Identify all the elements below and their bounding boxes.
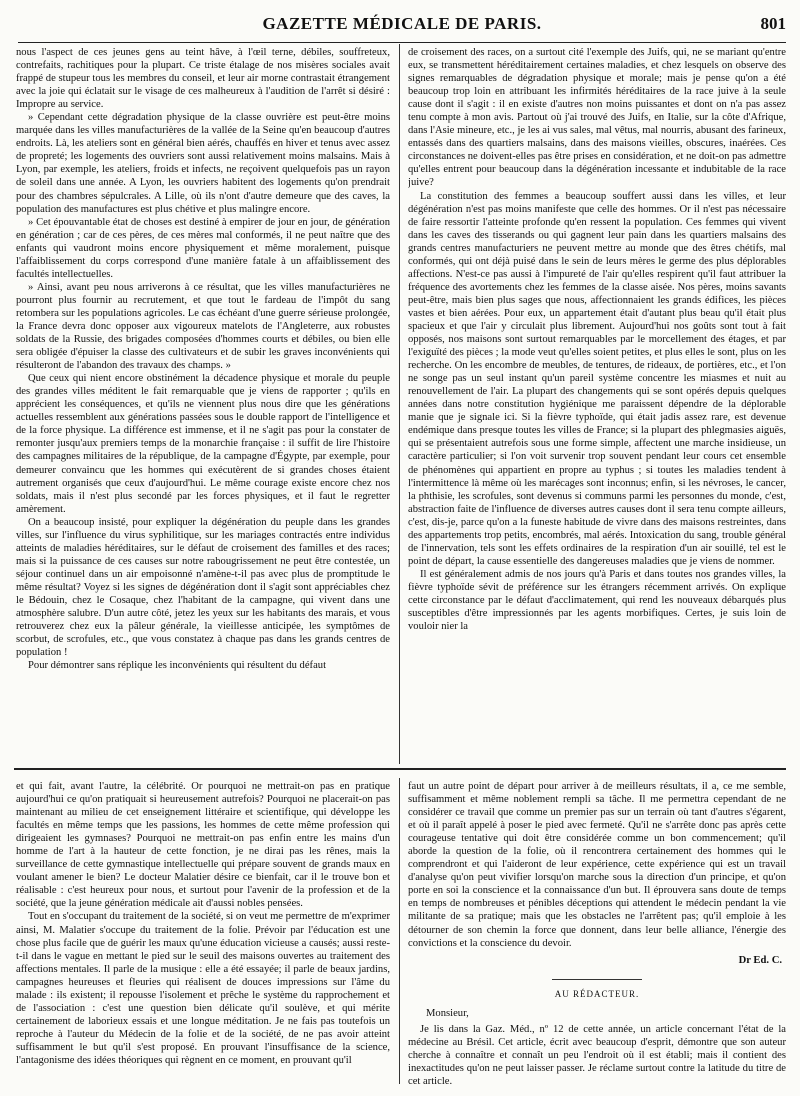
paragraph: de croisement des races, on a surtout cité l'exemple des Juifs, qui, ne se mariant qu'entre eux, se transmettent héréditairement certaines maladies, et chez lesquels on observe des signes remarquables de dégradation physique et morale; mais je pense qu'on a été beaucoup trop loin en attribuant les infirmités héréditaires de la race juive à la seule cause dont il s'agit : il en existe d'autres non moins puissantes et dont on n'a pas assez tenu compte à mon avis. Partout où j'ai trouvé des Juifs, en Italie, sur la côte d'Afrique, dans l'Asie mineure, etc., je les ai vus sales, mal vêtus, mal nourris, abusant des farineux, entassés dans des quartiers malsains, dans des maisons vieilles, obscures, inaérées. Ces circonstances ne doivent-elles pas être prises en considération, et ne doit-on pas admettre qu'elles entrent pour beaucoup dans la dégénération incessante et indubitable de la race juive? [408, 47, 786, 189]
paragraph: et qui fait, avant l'autre, la célébrité. Or pourquoi ne mettrait-on pas en pratique aujourd'hui ce qu'on pratiquait si heureusement autrefois? Pourquoi ne placerait-on pas maintenant au milieu de cet enseignement littéraire et scientifique, qui développe les facultés en même temps que les passions, les hommes de cette même profession qui dirigeaient les gymnases? Pourquoi ne mettrait-on pas enfin entre les mains d'un homme de l'art à la hauteur de cette fonction, je ne dirai pas les rênes, mais la surveillance de cette gymnastique intellectuelle qui prépare souvent de grands maux en voulant amener le bien? Le docteur Malatier désire ce bienfait, car il le trouve bon et réalisable : c'est heureux pour nous, et surtout pour l'avenir de la profession et de la société, que la jeune génération médicale ait d'aussi nobles pensées. [16, 781, 390, 910]
paragraph: Tout en s'occupant du traitement de la société, si on veut me permettre de m'exprimer ainsi, M. Malatier s'occupe du traitement de la folie. Prévoir par l'éducation est une chose plus facile que de guérir les maux qu'une éducation vicieuse a causés; aussi reste-t-il dans le vague en mettant le pied sur le seuil des maisons ouvertes au traitement des affections mentales. Il parle de la musique : elle a été essayée; il parle de beaux jardins, campagnes heureuses et fleuries qui réalisent de douces impressions sur l'âme du malade : ils existent; il repousse l'isolement et prêche le système du rapprochement et de l'association : c'est une question bien délicate qu'il soulève, et qui mérite certainement de laborieux essais et une longue méditation. Je ne fais pas toutefois un reproche à l'auteur du Médecin de la folie et de la société, de ne pas avoir atteint suffisamment le but qu'il s'est proposé. En prouvant l'insuffisance de la science, l'antagonisme des idées théoriques qui règnent en ce moment, en prouvant qu'il [16, 911, 390, 1066]
column-left-top [16, 46, 390, 762]
paragraph: Pour démontrer sans réplique les inconvénients qui résultent du défaut [28, 660, 327, 672]
paragraph: » Cependant cette dégradation physique de la classe ouvrière est peut-être moins marquée dans les villes manufacturières de la vallée de la Seine qu'en beaucoup d'autres endroits. Là, les ateliers sont en général bien aérés, chauffés en hiver et tenus avec assez de propreté; les logements des ouvriers sont aussi relativement moins malsains. Mais à Lyon, par exemple, les ateliers, froids et infects, ne reçoivent quelquefois pas un rayon de soleil dans une année. A Lyon, les ouvriers habitent des logements qu'on prendrait pour des chambres sépulcrales. A Lille, où ils n'ont d'autre demeure que des caves, la population des manufactures est plus chétive et plus malingre encore. [16, 112, 390, 215]
paragraph: Que ceux qui nient encore obstinément la décadence physique et morale du peuple des grandes villes méditent le fait remarquable que je viens de rapporter ; qu'ils en apprécient les conséquences, et qu'ils ne viennent plus nous dire que les générations actuelles ressemblent aux générations passées sous le double rapport de l'intelligence et de la force physique. La différence est immense, et il ne s'agit pas pour la constater de remonter jusqu'aux premiers temps de la monarchie française : il suffit de lire l'histoire des campagnes militaires de la république, de la campagne d'Égypte, par exemple, pour demeurer convaincu que les hommes qui exécutèrent de si grandes choses étaient autrement organisés que ceux d'aujourd'hui. Le même courage existe encore chez nos soldats, mais il n'est plus secondé par les forces physiques, et il faut le regretter amèrement. [16, 373, 390, 515]
page-number: 801 [760, 14, 786, 33]
letter-divider [552, 979, 642, 980]
column-left-bottom [16, 780, 390, 1090]
letter-paragraph: Je lis dans la Gaz. Méd., nº 12 de cette année, un article concernant l'état de la médecine au Brésil. Cet article, écrit avec beaucoup d'esprit, démontre que son auteur cherche à connaître et connaît un peu l'endroit où il est établi; mais il contient des inexactitudes qu'on ne peut laisser passer. Je réclame surtout contre la latitude du titre de cet article. [408, 1023, 786, 1087]
section-heading: AU RÉDACTEUR. [554, 988, 640, 999]
paragraph: » Ainsi, avant peu nous arriverons à ce résultat, que les villes manufacturières ne pourront plus fournir au recrutement, et que tout le fardeau de l'impôt du sang retombera sur les populations agricoles. Le cas échéant d'une guerre sérieuse prolongée, la France devra donc opposer aux vigoureux matelots de l'Angleterre, aux robustes soldats de la Russie, des brigades composées d'hommes courts et débiles, ou bien elle sera obligée d'épuiser la classe des cultivateurs et de subir les graves inconvénients qui résulteront de l'abandon des travaux des champs. » [16, 281, 390, 372]
author-signature: Dr Ed. C. [738, 954, 782, 966]
paragraph: On a beaucoup insisté, pour expliquer la dégénération du peuple dans les grandes villes, sur l'influence du virus syphilitique, sur les mariages contractés entre individus atteints de maladies héréditaires, sur le défaut de croisement des familles et des races; mais si la puissance de ces causes sur notre rabougrissement ne peut être contestée, un séjour continuel dans un air empoisonné n'amène-t-il pas avec plus de promptitude le même résultat? Voyez si les signes de dégénération dont il s'agit sont appréciables chez le Bédouin, chez le Cosaque, chez l'habitant de la campagne, qui vivent dans une atmosphère salubre. D'un autre côté, jetez les yeux sur les habitants des marais, et vous retrouverez chez eux la pâleur générale, la vieillesse anticipée, les symptômes de scorbut, de scrofules, etc., que vous constatez à chaque pas dans les grands centres de population ! [16, 516, 390, 659]
column-right-top [408, 46, 786, 762]
paragraph: Il est généralement admis de nos jours qu'à Paris et dans toutes nos grandes villes, la fièvre typhoïde sévit de préférence sur les étrangers récemment arrivés. On explique cette circonstance par le défaut d'acclimatement, qui rend les nouveaux débarqués plus susceptibles d'être impressionnés par les agents morbifiques. Certes, je suis loin de vouloir nier la [408, 568, 786, 633]
paragraph: La constitution des femmes a beaucoup souffert aussi dans les villes, et leur dégénération n'est pas moins manifeste que celle des hommes. Or il n'est pas nécessaire de faire ressortir l'atteinte profonde qu'en ressent la population. Ces femmes qui vivent dans les caves des tisserands ou qui gagnent leur pain dans les quartiers malsains des grands centres manufacturiers ne peuvent mettre au monde que des êtres chétifs, mal conformés, qui ont déjà puisé dans le sein de leurs mères le germe des plus déplorables affections. N'est-ce pas aussi à l'impureté de l'air qu'elles respirent qu'il faut attribuer la fréquence des avortements chez les femmes de la classe aisée. Nos pères, moins savants peut-être, mais bien plus sages que nous, affectionnaient les grands édifices, les pièces vastes et bien aérées. Pour eux, un appartement était d'autant plus beau qu'il était plus spacieux et que l'air y circulait plus librement. Aujourd'hui nos goûts sont tout à fait opposés, nos maisons sont surtout remarquables par le morcellement des étages, et par l'exiguïté des pièces ; la mode veut qu'elles soient petites, et plus elles le sont, plus on les recherche. On les encombre de meubles, de tentures, de rideaux, de portières, etc., et l'on ne songe pas un seul instant qu'un pareil système concentre les miasmes et nuit au renouvellement de l'air. La plupart des changements qui se sont opérés depuis quelques années dans notre constitution hygiénique me paraissent dépendre de la déplorable manie que je signale ici. Si la fièvre typhoïde, qui était jadis assez rare, est devenue endémique dans presque toutes les villes de France; si la plupart des phlegmasies aiguës, qui se présentaient autrefois sous une forme simple, affectent une marche insidieuse, un caractère particulier; si l'on voit survenir trop souvent pendant leur cours cet ensemble de phénomènes qui appartient en propre au typhus ; si toutes les maladies tendent à l'intermittence là même où les marécages sont inconnus; enfin, si les névroses, le cancer, la phthisie, les scrofules, sont devenus si communs parmi les personnes du monde, c'est, abstraction faite de l'influence de diverses autres causes dont il sera tenu compte ailleurs, c'est, dis-je, parce qu'on a la funeste habitude de vivre dans des maisons restreintes, dans des appartements trop petits, encombrés, mal aérés. Intoxication du sang, trouble général de l'innervation, tels sont les effets ordinaires de la respiration d'un air souillé, tel est le point de départ, la cause essentielle des dangereuses maladies que je viens de nommer. [408, 190, 786, 567]
paragraph: nous l'aspect de ces jeunes gens au teint hâve, à l'œil terne, débiles, souffreteux, contrefaits, rachitiques pour la plupart. Ce triste étalage de nos misères sociales avait frappé de stupeur tous les membres du conseil, et leur air morne contrastait étrangement avec la joie qui éclatait sur le visage de ces malheureux à l'audition de l'arrêt si désiré : Impropre au service. [16, 47, 390, 111]
column-divider-bottom [399, 778, 400, 1084]
section-divider [14, 768, 786, 770]
paragraph: faut un autre point de départ pour arriver à de meilleurs résultats, il a, ce me semble, suffisamment et même noblement rempli sa tâche. Il me permettra cependant de ne considérer ce travail que comme un premier pas sur un terrain où tant d'autres s'égarent, et où il paraît appelé à poser le pied avec fermeté. Qu'il ne s'arrête donc pas après cette courageuse tentative qui doit être considérée comme un bon commencement; qu'il aborde la question de la folie, où il rencontrera certainement des hommes qui le comprendront et qui l'aideront de leur expérience, cette expérience qui est un travail d'analyse qu'on peut vivifier lorsqu'on marche sous la direction d'un principe, et qu'on porte en soi la conscience et la connaissance d'un but. Il éprouvera sans doute de temps en temps de nombreuses et pénibles déceptions qui attendent le médecin pendant la vie militante de sa pratique; mais que les obstacles ne l'arrêtent pas; qu'il emploie à les détourner de son chemin la force que donnent, dans leur belle alliance, l'énergie des convictions et la conscience du devoir. [408, 781, 786, 949]
page-header [18, 12, 786, 43]
journal-title: GAZETTE MÉDICALE DE PARIS. [262, 14, 542, 33]
paragraph: » Cet épouvantable état de choses est destiné à empirer de jour en jour, de génération en génération ; car de ces pères, de ces mères mal conformés, il ne peut naître que des enfants qui vaudront moins encore physiquement et même moralement, puisque l'affaiblissement du corps correspond d'une manière fatale à un affaiblissement des facultés intellectuelles. [16, 216, 390, 280]
salutation: Monsieur, [426, 1007, 469, 1019]
column-right-bottom [408, 780, 786, 1090]
column-divider-top [399, 44, 400, 764]
